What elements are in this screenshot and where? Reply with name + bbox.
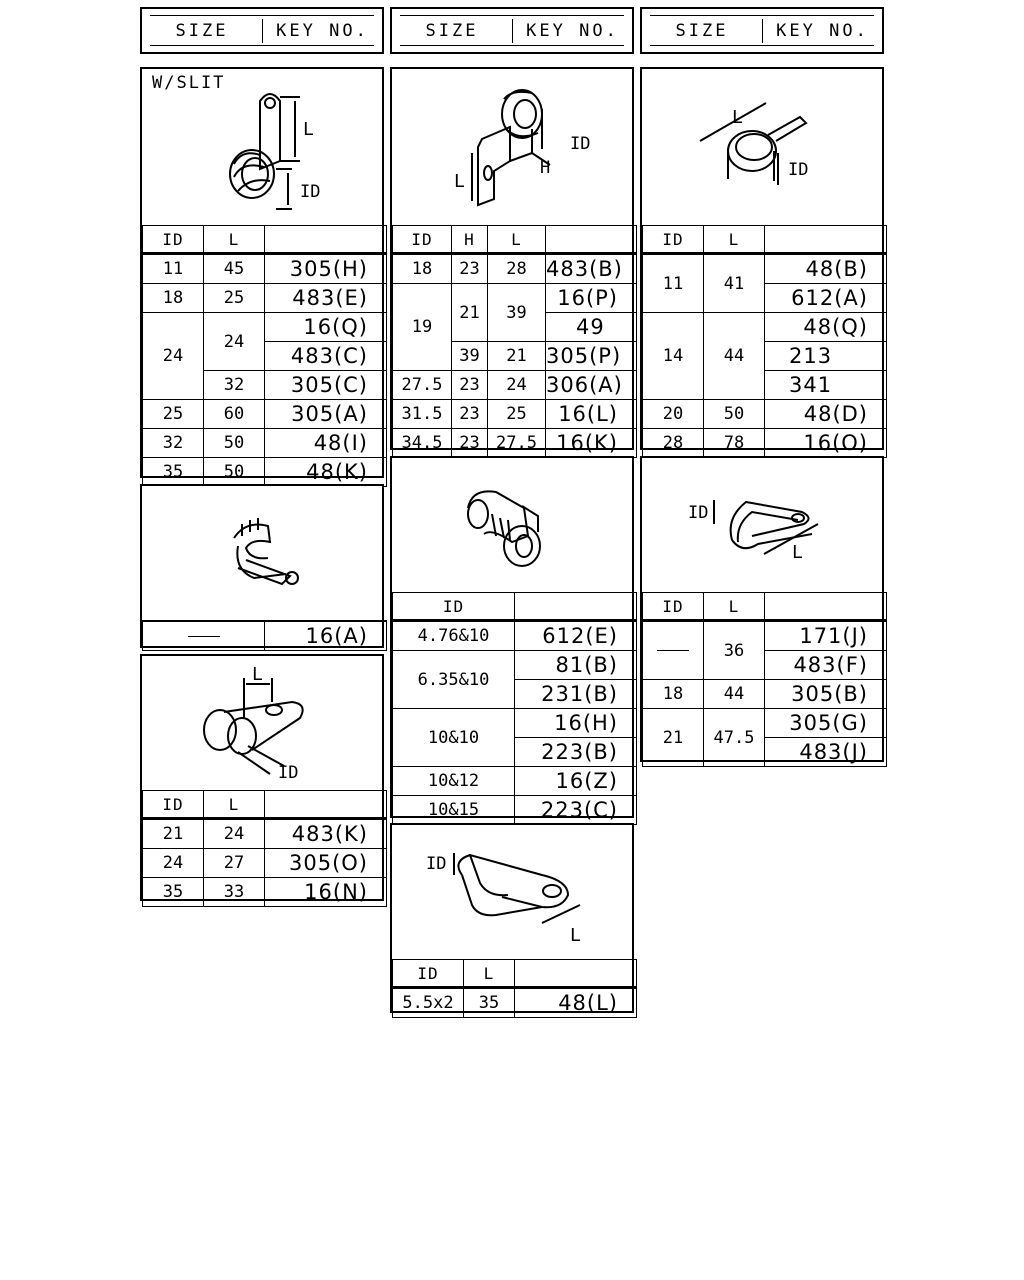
key-no: 48(B) <box>765 254 887 284</box>
loop-clip-drawing <box>642 458 882 592</box>
plastic-clip-table <box>142 620 387 651</box>
bracket-clip-drawing <box>392 69 632 225</box>
key-no: 16(H) <box>515 709 637 738</box>
key-no: 81(B) <box>515 651 637 680</box>
col-key <box>265 791 387 819</box>
no-size-dash <box>657 650 689 651</box>
panel-loop-clip <box>640 456 884 762</box>
col-key <box>265 226 387 254</box>
col-l: L <box>204 791 265 819</box>
panel-band-clip <box>640 67 884 455</box>
key-no: 48(D) <box>765 400 887 429</box>
panel-cushion-clip <box>140 654 384 904</box>
col-key <box>515 960 637 988</box>
loop-l-label: L <box>792 542 803 563</box>
col-l: L <box>704 226 765 254</box>
key-no: 305(G) <box>765 709 887 738</box>
table-row: 14 44 48(Q) <box>643 313 887 342</box>
table-row: 32 50 48(I) <box>143 429 387 458</box>
col-key <box>765 593 887 621</box>
table-row: 25 60 305(A) <box>143 400 387 429</box>
band-clip-table <box>642 225 887 458</box>
table-row: 35 33 16(N) <box>143 878 387 907</box>
panel-double-pipe-clip <box>390 456 634 822</box>
key-no: 16(P) <box>546 284 637 313</box>
key-no: 48(K) <box>265 458 387 487</box>
size-key-header-1 <box>140 7 384 54</box>
band-id-label: ID <box>788 160 809 180</box>
key-no: 49 <box>546 313 637 342</box>
panel-plastic-clip <box>140 484 384 648</box>
table-row: 31.5 23 25 16(L) <box>393 400 637 429</box>
table-row: 39 21 305(P) <box>393 342 637 371</box>
key-no: 16(N) <box>265 878 387 907</box>
panel-bracket-clip <box>390 67 634 455</box>
table-row: 11 45 305(H) <box>143 254 387 284</box>
key-no: 231(B) <box>515 680 637 709</box>
col-id: ID <box>143 791 204 819</box>
double-pipe-clip-drawing <box>392 458 632 592</box>
key-no: 483(K) <box>265 819 387 849</box>
key-no: 48(I) <box>265 429 387 458</box>
double-pipe-clip-table <box>392 592 637 825</box>
key-no: 16(K) <box>546 429 637 458</box>
key-no: 612(A) <box>765 284 887 313</box>
strap-clip-drawing <box>392 825 632 959</box>
panel-slit-clip <box>140 67 384 484</box>
table-row: 27.5 23 24 306(A) <box>393 371 637 400</box>
col-key <box>546 226 637 254</box>
key-no: 305(A) <box>265 400 387 429</box>
col-l: L <box>204 226 265 254</box>
col-id: ID <box>643 226 704 254</box>
band-l-label: L <box>732 107 743 128</box>
size-header: SIZE <box>175 20 229 41</box>
col-l: L <box>704 593 765 621</box>
key-no: 483(J) <box>765 738 887 767</box>
table-row: 35 50 48(K) <box>143 458 387 487</box>
key-no: 48(L) <box>515 988 637 1018</box>
table-row: 24 27 305(O) <box>143 849 387 878</box>
table-row: 10&12 16(Z) <box>393 767 637 796</box>
table-row: 21 24 483(K) <box>143 819 387 849</box>
size-header: SIZE <box>675 20 729 41</box>
bracket-l-label: L <box>454 171 465 192</box>
col-h: H <box>452 226 488 254</box>
table-row: 19 21 39 16(P) <box>393 284 637 313</box>
bracket-id-label: ID <box>570 134 591 154</box>
key-no: 223(B) <box>515 738 637 767</box>
key-no: 305(P) <box>546 342 637 371</box>
col-id: ID <box>393 960 464 988</box>
table-row: 24 24 16(Q) <box>143 313 387 342</box>
key-no: 341 <box>765 371 887 400</box>
size-key-header-3 <box>640 7 884 54</box>
table-row: 18 25 483(E) <box>143 284 387 313</box>
key-no: 305(O) <box>265 849 387 878</box>
slit-clip-drawing <box>142 69 382 225</box>
size-header: SIZE <box>425 20 479 41</box>
col-id: ID <box>643 593 704 621</box>
key-no: 483(B) <box>546 254 637 284</box>
key-no: 483(C) <box>265 342 387 371</box>
key-no: 213 <box>765 342 887 371</box>
table-row: 10&15 223(C) <box>393 796 637 825</box>
table-row: 20 50 48(D) <box>643 400 887 429</box>
col-key <box>515 593 637 621</box>
slit-tag: W/SLIT <box>152 73 226 93</box>
cushion-l-label: L <box>252 664 263 685</box>
key-no-header: KEY NO. <box>276 20 369 41</box>
key-no: 16(A) <box>265 621 387 651</box>
key-no: 305(H) <box>265 254 387 284</box>
key-no: 223(C) <box>515 796 637 825</box>
cushion-id-label: ID <box>278 763 299 783</box>
key-no: 16(Q) <box>265 313 387 342</box>
table-row: 21 47.5 305(G) <box>643 709 887 738</box>
strap-l-label: L <box>570 925 581 946</box>
table-row: 28 78 16(O) <box>643 429 887 458</box>
key-no-header: KEY NO. <box>526 20 619 41</box>
col-id: ID <box>143 226 204 254</box>
col-l: L <box>464 960 515 988</box>
key-no: 171(J) <box>765 621 887 651</box>
slit-clip-table <box>142 225 387 487</box>
bracket-h-label: H <box>540 158 551 178</box>
plastic-clip-drawing <box>142 486 382 620</box>
table-row: 5.5x2 35 48(L) <box>393 988 637 1018</box>
cushion-clip-table <box>142 790 387 907</box>
key-no: 305(B) <box>765 680 887 709</box>
table-row: 11 41 48(B) <box>643 254 887 284</box>
table-row: 18 23 28 483(B) <box>393 254 637 284</box>
band-clip-drawing <box>642 69 882 225</box>
col-l: L <box>488 226 546 254</box>
col-id: ID <box>393 593 515 621</box>
key-no: 305(C) <box>265 371 387 400</box>
table-row: 34.5 23 27.5 16(K) <box>393 429 637 458</box>
slit-id-label: ID <box>300 182 321 202</box>
key-no: 612(E) <box>515 621 637 651</box>
panel-strap-clip <box>390 823 634 1013</box>
table-row <box>143 621 387 651</box>
key-no: 483(F) <box>765 651 887 680</box>
strap-clip-table <box>392 959 637 1018</box>
key-no-header: KEY NO. <box>776 20 869 41</box>
key-no: 16(L) <box>546 400 637 429</box>
table-row: 32 305(C) <box>143 371 387 400</box>
loop-clip-table <box>642 592 887 767</box>
table-row: 18 44 305(B) <box>643 680 887 709</box>
bracket-clip-table <box>392 225 637 458</box>
key-no: 16(Z) <box>515 767 637 796</box>
key-no: 306(A) <box>546 371 637 400</box>
key-no: 16(O) <box>765 429 887 458</box>
col-id: ID <box>393 226 452 254</box>
size-key-header-2 <box>390 7 634 54</box>
key-no: 483(E) <box>265 284 387 313</box>
table-row: 36 171(J) <box>643 621 887 651</box>
table-row: 10&10 16(H) <box>393 709 637 738</box>
cushion-clip-drawing <box>142 656 382 790</box>
col-key <box>765 226 887 254</box>
key-no: 48(Q) <box>765 313 887 342</box>
table-row: 6.35&10 81(B) <box>393 651 637 680</box>
strap-id-label: ID <box>426 854 447 874</box>
loop-id-label: ID <box>688 503 709 523</box>
slit-l-label: L <box>303 119 314 140</box>
table-row: 4.76&10 612(E) <box>393 621 637 651</box>
no-size-dash <box>188 636 220 637</box>
